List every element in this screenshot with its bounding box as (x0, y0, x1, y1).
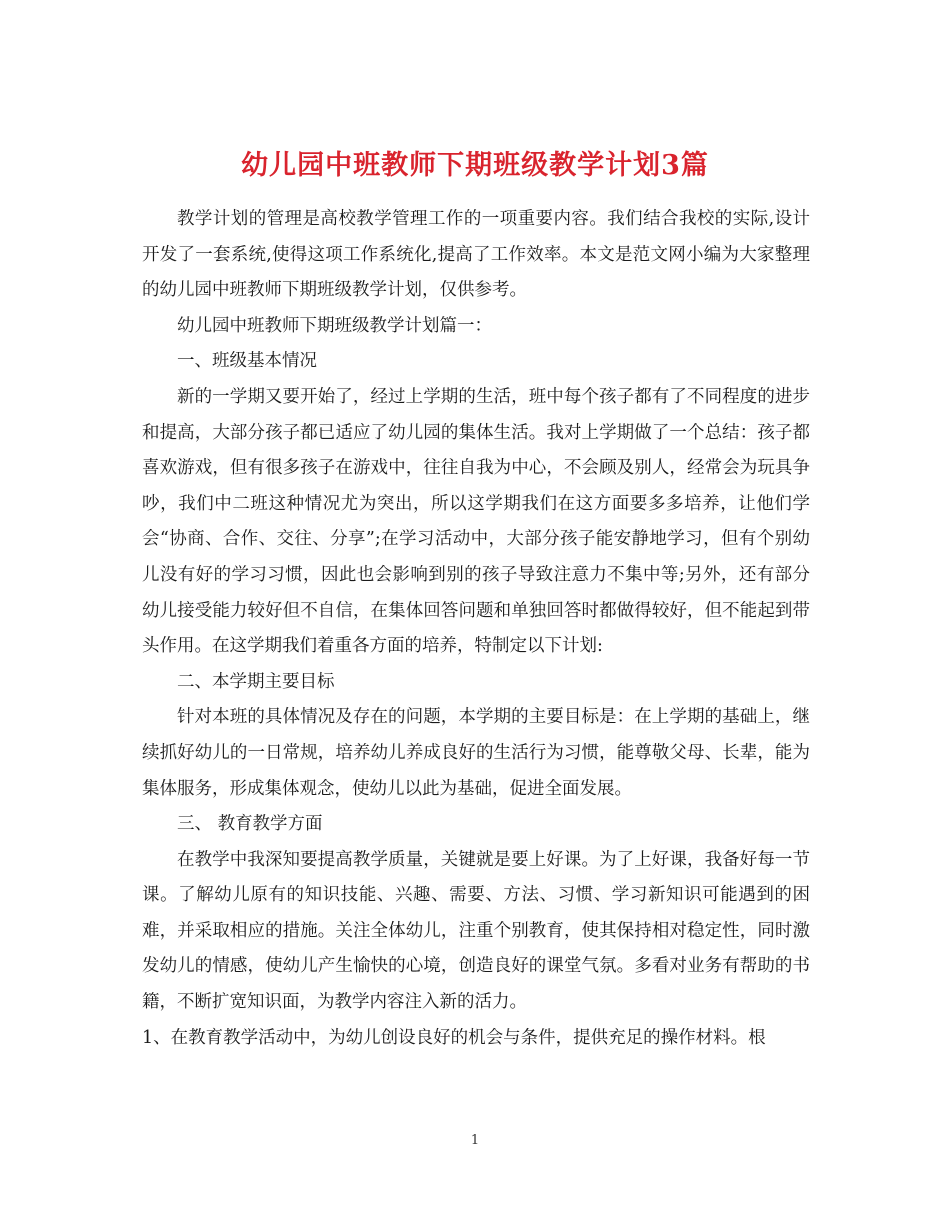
paragraph-class-situation: 新的一学期又要开始了，经过上学期的生活，班中每个孩子都有了不同程度的进步和提高，大部分孩子都已适应了幼儿园的集体生活。我对上学期做了一个总结：孩子都喜欢游戏，但有很多孩子在游戏中，往往自我为中心，不会顾及别人，经常会为玩具争吵，我们中二班这种情况尤为突出，所以这学期我们在这方面要多多培养，让他们学会“协商、合作、交往、分享”;在学习活动中，大部分孩子能安静地学习，但有个别幼儿没有好的学习习惯，因此也会影响到别的孩子导致注意力不集中等;另外，还有部分幼儿接受能力较好但不自信，在集体回答问题和单独回答时都做得较好，但不能起到带头作用。在这学期我们着重各方面的培养，特制定以下计划: (142, 386, 810, 657)
document-body (142, 202, 810, 1056)
document-title: 幼儿园中班教师下期班级教学计划3篇 (241, 150, 709, 182)
paragraph-intro: 教学计划的管理是高校教学管理工作的一项重要内容。我们结合我校的实际,设计开发了一套系统,使得这项工作系统化,提高了工作效率。本文是范文网小编为大家整理的幼儿园中班教师下期班级教学计划，仅供参考。 (142, 209, 810, 301)
section-heading-main-goals: 二、本学期主要目标 (177, 671, 335, 692)
page-number: 1 (470, 1133, 480, 1148)
paragraph-item-1: 1、在教育教学活动中，为幼儿创设良好的机会与条件，提供充足的操作材料。根 (142, 1027, 766, 1048)
paragraph-part-one-heading: 幼儿园中班教师下期班级教学计划篇一： (177, 315, 492, 336)
section-heading-class-situation: 一、班级基本情况 (177, 351, 317, 372)
paragraph-teaching: 在教学中我深知要提高教学质量，关键就是要上好课。为了上好课，我备好每一节课。了解幼儿原有的知识技能、兴趣、需要、方法、习惯、学习新知识可能遇到的困难，并采取相应的措施。关注全体幼儿，注重个别教育，使其保持相对稳定性，同时激发幼儿的情感，使幼儿产生愉快的心境，创造良好的课堂气氛。多看对业务有帮助的书籍，不断扩宽知识面，为教学内容注入新的活力。 (142, 849, 810, 1013)
section-heading-teaching: 三、 教育教学方面 (177, 814, 323, 835)
paragraph-main-goals: 针对本班的具体情况及存在的问题，本学期的主要目标是：在上学期的基础上，继续抓好幼儿的一日常规，培养幼儿养成良好的生活行为习惯，能尊敬父母、长辈，能为集体服务，形成集体观念，使幼儿以此为基础，促进全面发展。 (142, 707, 810, 799)
